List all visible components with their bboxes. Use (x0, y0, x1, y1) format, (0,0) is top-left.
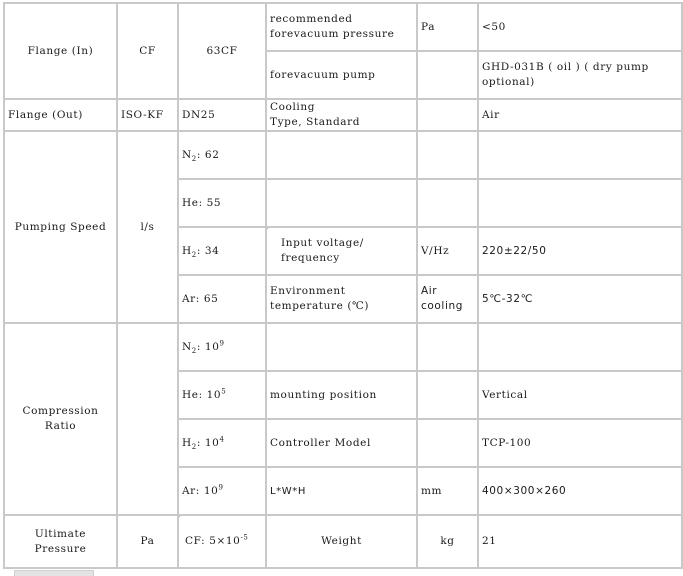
gas-symbol: N (182, 148, 192, 161)
table-row (4, 3, 682, 51)
empty-cell[interactable] (417, 131, 478, 179)
empty-cell[interactable] (478, 131, 682, 179)
unit-flange-out[interactable]: ISO-KF (117, 99, 178, 131)
ratio-base: : 10 (196, 436, 220, 449)
label-forevacuum-pump[interactable]: forevacuum pump (266, 51, 417, 99)
ratio-base: : 10 (196, 340, 220, 353)
label-dimensions[interactable]: L*W*H (266, 467, 417, 515)
unit-input-voltage[interactable]: V/Hz (417, 227, 478, 275)
label-forevacuum-pressure[interactable]: recommended forevacuum pressure (266, 3, 417, 51)
gas-subscript: 2 (191, 250, 197, 259)
gas-symbol: H (182, 436, 192, 449)
unit-dimensions[interactable]: mm (417, 467, 478, 515)
ratio-n2[interactable] (178, 323, 266, 371)
pressure-base: CF: 5×10 (185, 535, 241, 547)
pressure-exponent: -5 (240, 533, 249, 542)
value-mounting-position[interactable]: Vertical (478, 371, 682, 419)
ratio-base: He: 10 (182, 388, 222, 401)
value-ultimate-pressure[interactable] (178, 515, 266, 568)
speed-h2[interactable] (178, 227, 266, 275)
table-row (4, 515, 682, 568)
table-row (4, 323, 682, 371)
spec-table (3, 2, 683, 569)
empty-cell[interactable] (478, 323, 682, 371)
value-environment-temperature[interactable]: 5℃-32℃ (478, 275, 682, 323)
empty-cell[interactable] (417, 179, 478, 227)
value-controller-model[interactable]: TCP-100 (478, 419, 682, 467)
unit-pumping-speed[interactable]: l/s (117, 131, 178, 323)
ratio-exponent: 5 (221, 387, 227, 395)
unit-weight[interactable]: kg (417, 515, 478, 568)
ratio-ar[interactable] (178, 467, 266, 515)
label-mounting-position[interactable]: mounting position (266, 371, 417, 419)
param-ultimate-pressure[interactable]: Ultimate Pressure (4, 515, 117, 568)
empty-cell[interactable] (417, 419, 478, 467)
gas-subscript: 2 (191, 346, 197, 355)
empty-cell[interactable] (417, 323, 478, 371)
value-forevacuum-pressure[interactable]: <50 (478, 3, 682, 51)
unit-forevacuum-pressure[interactable]: Pa (417, 3, 478, 51)
empty-cell[interactable] (266, 131, 417, 179)
unit-flange-in[interactable]: CF (117, 3, 178, 99)
table-row (4, 131, 682, 179)
label-weight[interactable]: Weight (266, 515, 417, 568)
sheet-tab-strip[interactable] (14, 570, 94, 576)
table-row (4, 99, 682, 131)
empty-cell[interactable] (478, 179, 682, 227)
label-environment-temperature[interactable]: Environment temperature (℃) (266, 275, 417, 323)
param-flange-in[interactable]: Flange (In) (4, 3, 117, 99)
value-flange-in[interactable]: 63CF (178, 3, 266, 99)
label-cooling-type[interactable]: Cooling Type, Standard (266, 99, 417, 131)
empty-cell[interactable] (266, 179, 417, 227)
label-input-voltage[interactable]: Input voltage/ frequency (266, 227, 417, 275)
value-weight[interactable]: 21 (478, 515, 682, 568)
speed-he[interactable]: He: 55 (178, 179, 266, 227)
gas-symbol: N (182, 340, 192, 353)
ratio-he[interactable] (178, 371, 266, 419)
value-input-voltage[interactable]: 220±22/50 (478, 227, 682, 275)
ratio-base: Ar: 10 (182, 484, 219, 497)
empty-cell[interactable] (417, 371, 478, 419)
unit-cooling-type[interactable] (417, 99, 478, 131)
ratio-h2[interactable] (178, 419, 266, 467)
param-compression-ratio[interactable]: Compression Ratio (4, 323, 117, 515)
ratio-exponent: 4 (219, 435, 225, 443)
speed-n2[interactable] (178, 131, 266, 179)
empty-cell[interactable] (266, 323, 417, 371)
speed-ar[interactable]: Ar: 65 (178, 275, 266, 323)
speed-value: : 34 (196, 244, 220, 257)
unit-environment-temperature[interactable]: Air cooling (417, 275, 478, 323)
value-flange-out[interactable]: DN25 (178, 99, 266, 131)
value-cooling-type[interactable]: Air (478, 99, 682, 131)
value-forevacuum-pump[interactable]: GHD-031B ( oil ) ( dry pump optional) (478, 51, 682, 99)
value-dimensions[interactable]: 400×300×260 (478, 467, 682, 515)
gas-subscript: 2 (191, 442, 197, 451)
param-flange-out[interactable]: Flange (Out) (4, 99, 117, 131)
gas-subscript: 2 (191, 154, 197, 163)
gas-symbol: H (182, 244, 192, 257)
unit-forevacuum-pump[interactable] (417, 51, 478, 99)
ratio-exponent: 9 (219, 339, 225, 347)
label-controller-model[interactable]: Controller Model (266, 419, 417, 467)
ratio-exponent: 9 (218, 483, 224, 491)
param-pumping-speed[interactable]: Pumping Speed (4, 131, 117, 323)
unit-ultimate-pressure[interactable]: Pa (117, 515, 178, 568)
unit-compression-ratio[interactable] (117, 323, 178, 515)
speed-value: : 62 (196, 148, 220, 161)
